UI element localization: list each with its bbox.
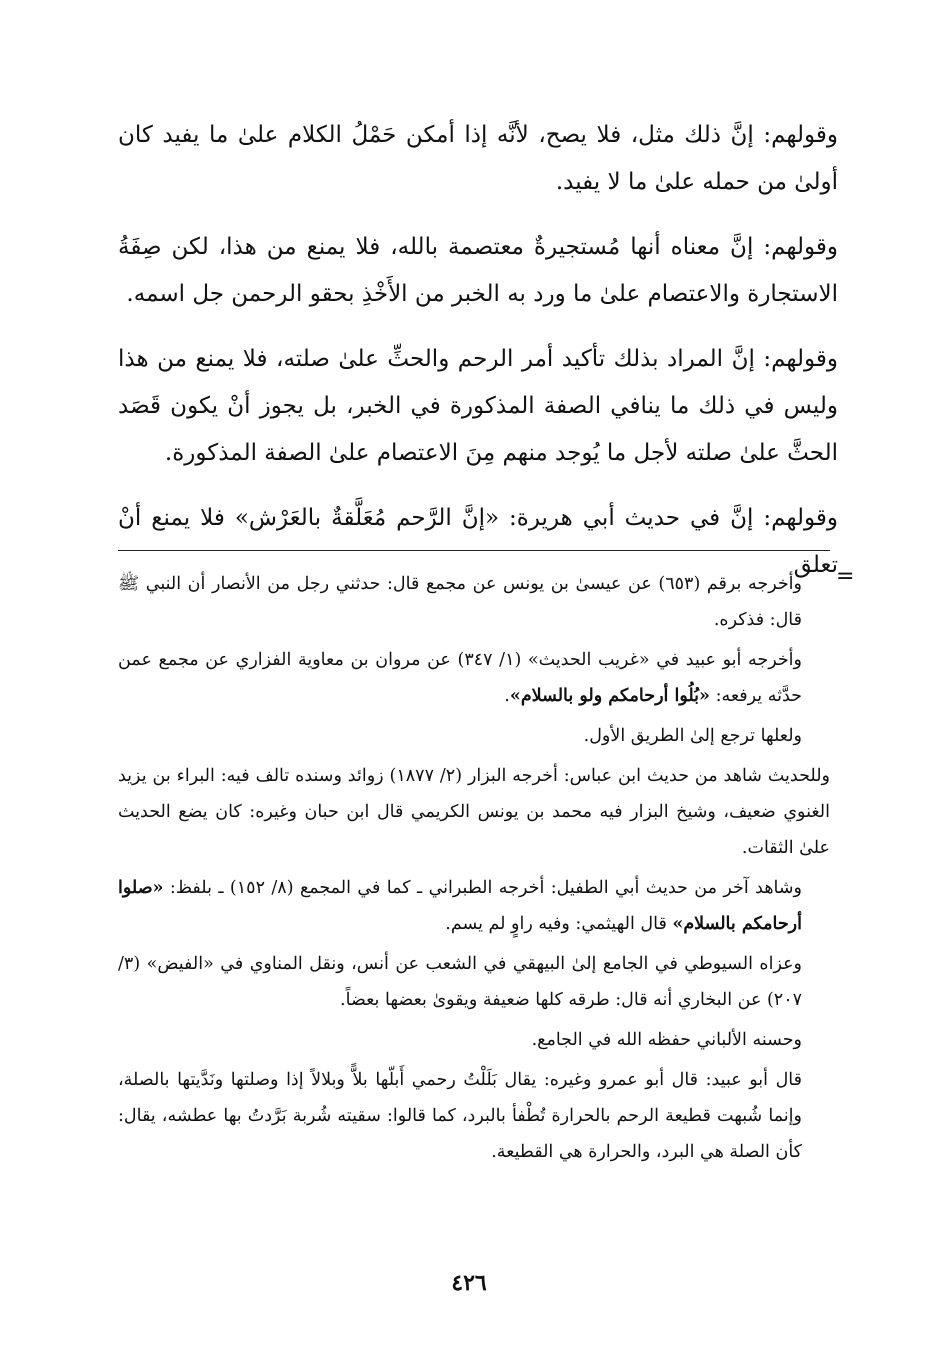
footnote-2: [118, 642, 830, 714]
main-text: [118, 112, 838, 607]
main-paragraph-3: وقولهم: إنَّ المراد بذلك تأكيد أمر الرحم والحثِّ علىٰ صلته، فلا يمنع من هذا وليس في ذلك ما ينافي الصفة المذكورة في الخبر، بل يجوز أنْ يكون قَصَد الحثَّ علىٰ صلته لأجل ما يُوجد منهم مِنَ الاعتصام علىٰ الصفة المذكورة.: [118, 346, 838, 466]
footnote-separator: [118, 550, 830, 551]
footnote-1: وأخرجه برقم (٦٥٣) عن عيسىٰ بن يونس عن مجمع قال: حدثني رجل من الأنصار أن النبي ﷺ قال: فذكره.: [118, 574, 802, 630]
continuation-mark: =: [836, 564, 855, 589]
footnote-6: وعزاه السيوطي في الجامع إلىٰ البيهقي في الشعب عن أنس، ونقل المناوي في «الفيض» (٣/ ٢٠٧) عن البخاري أنه قال: طرقه كلها ضعيفة ويقوىٰ بعضها بعضاً.: [118, 954, 802, 1010]
page-number: ٤٢٦: [451, 1270, 487, 1296]
footnote-2-text: وأخرجه أبو عبيد في «غريب الحديث» (١/ ٣٤٧) عن مروان بن معاوية الفزاري عن مجمع عمن حدَّثه يرفعه:: [118, 650, 802, 706]
footnote-2-quote: «بُلُوا أرحامكم ولو بالسلام»: [509, 686, 710, 706]
footnote-3: ولعلها ترجع إلىٰ الطريق الأول.: [583, 726, 802, 746]
footnote-5-end: قال الهيثمي: وفيه راوٍ لم يسم.: [445, 914, 673, 934]
footnote-8: قال أبو عبيد: قال أبو عمرو وغيره: يقال بَلَلْتُ رحمي أَبلّها بلاًّ وبلالاً إذا وصلتها ونَدَّيتها بالصلة، وإنما شُبهت قطيعة الرحم بالحرارة تُطْفأ بالبرد، كما قالوا: سقيته شُربة بَرَّدتُ بها عطشه، يقال: كأن الصلة هي البرد، والحرارة هي القطيعة.: [118, 1070, 802, 1162]
footnote-2-end: .: [504, 686, 510, 706]
main-paragraph-1: وقولهم: إنَّ ذلك مثل، فلا يصح، لأنَّه إذا أمكن حَمْلُ الكلام علىٰ ما يفيد كان أولىٰ من حمله علىٰ ما لا يفيد.: [118, 122, 838, 195]
footnote-7: وحسنه الألباني حفظه الله في الجامع.: [531, 1030, 802, 1050]
footnotes: [118, 566, 830, 1174]
main-paragraph-2: وقولهم: إنَّ معناه أنها مُستجيرةٌ معتصمة بالله، فلا يمنع من هذا، لكن صِفَةُ الاستجارة والاعتصام علىٰ ما ورد به الخبر من الأَخْذِ بحقو الرحمن جل اسمه.: [118, 234, 838, 307]
footnote-4: وللحديث شاهد من حديث ابن عباس: أخرجه البزار (٢/ ١٨٧٧) زوائد وسنده تالف فيه: البراء بن يزيد الغنوي ضعيف، وشيخ البزار فيه محمد بن يونس الكريمي قال ابن حبان وغيره: كان يضع الحديث علىٰ الثقات.: [118, 766, 830, 858]
footnote-5: [118, 870, 830, 942]
footnote-5-quote: «صلوا أرحامكم بالسلام»: [118, 878, 802, 934]
footnote-5-text: وشاهد آخر من حديث أبي الطفيل: أخرجه الطبراني ـ كما في المجمع (٨/ ١٥٢) ـ بلفظ:: [163, 878, 802, 898]
main-paragraph-4: وقولهم: إنَّ في حديث أبي هريرة: «إنَّ الرَّحم مُعَلَّقةٌ بالعَرْش» فلا يمنع أنْ تعلق: [118, 505, 838, 578]
